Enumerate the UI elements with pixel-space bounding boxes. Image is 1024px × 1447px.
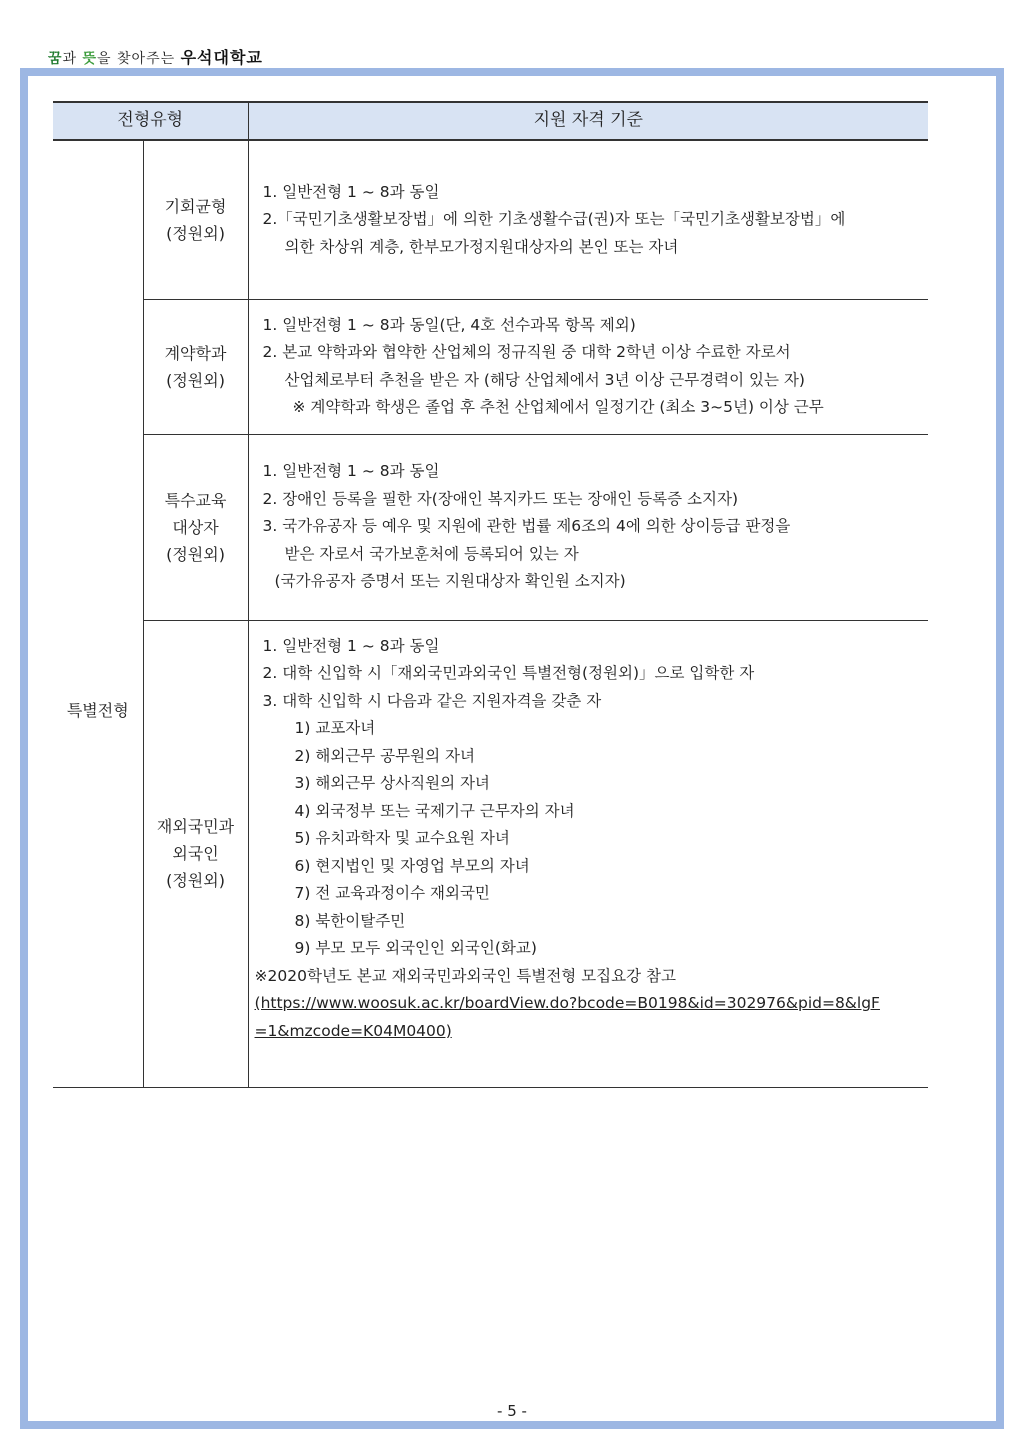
table-row — [53, 140, 928, 299]
header-admission-type: 전형유형 — [53, 102, 248, 140]
criteria-item: 1. 일반전형 1 ~ 8과 동일 — [262, 636, 440, 655]
row-name-line: 재외국민과 — [156, 817, 235, 836]
criteria-opportunity-balance — [248, 140, 928, 299]
criteria-item: 2.「국민기초생활보장법」에 의한 기초생활수급(권)자 또는「국민기초생활보장법」에 — [262, 210, 846, 228]
criteria-item: 2. 본교 약학과와 협약한 산업체의 정규직원 중 대학 2학년 이상 수료한 자로서 — [262, 343, 791, 361]
criteria-contract-department — [248, 299, 928, 434]
criteria-item-continued: 받은 자로서 국가보훈처에 등록되어 있는 자 — [284, 544, 579, 563]
row-name-line: 대상자 — [172, 517, 219, 537]
row-name-contract-department — [143, 299, 248, 434]
row-name-line: 계약학과 — [164, 343, 227, 363]
criteria-special-education — [248, 434, 928, 620]
category-special-admission: 특별전형 — [53, 140, 143, 1087]
table-row — [53, 299, 928, 434]
criteria-subitem: 6) 현지법인 및 자영업 부모의 자녀 — [294, 856, 530, 875]
criteria-item: 2. 대학 신입학 시「재외국민과외국인 특별전형(정원외)」으로 입학한 자 — [262, 664, 755, 682]
row-name-line: (정원외) — [166, 370, 225, 390]
admission-criteria-table — [53, 101, 928, 1088]
row-name-overseas-koreans-foreigners — [143, 620, 248, 1087]
criteria-item: 1. 일반전형 1 ~ 8과 동일(단, 4호 선수과목 항목 제외) — [262, 315, 636, 334]
row-name-line: 특수교육 — [164, 490, 227, 510]
criteria-subitem: 2) 해외근무 공무원의 자녀 — [294, 746, 475, 765]
header-gwa: 과 — [62, 51, 83, 67]
row-name-line: (정원외) — [166, 544, 225, 564]
table-header-row — [53, 102, 928, 140]
reference-link-line1[interactable]: (https://www.woosuk.ac.kr/boardView.do?bcode=B0198&id=302976&pid=8&lgF — [254, 994, 880, 1012]
criteria-item: 1. 일반전형 1 ~ 8과 동일 — [262, 182, 440, 201]
criteria-item: 3. 대학 신입학 시 다음과 같은 지원자격을 갖춘 자 — [262, 691, 602, 710]
criteria-item: 1. 일반전형 1 ~ 8과 동일 — [262, 462, 440, 481]
row-name-line: (정원외) — [166, 223, 225, 243]
header-university-name: 우석대학교 — [180, 48, 263, 67]
row-name-line: 외국인 — [172, 844, 219, 863]
table-row — [53, 434, 928, 620]
row-name-special-education — [143, 434, 248, 620]
criteria-item-continued: 의한 차상위 계층, 한부모가정지원대상자의 본인 또는 자녀 — [284, 237, 679, 256]
page-header — [48, 45, 263, 68]
criteria-subitem: 8) 북한이탈주민 — [294, 911, 406, 930]
criteria-item-continued: (국가유공자 증명서 또는 지원대상자 확인원 소지자) — [274, 572, 626, 591]
reference-note: ※2020학년도 본교 재외국민과외국인 특별전형 모집요강 참고 — [254, 966, 676, 985]
criteria-subitem: 4) 외국정부 또는 국제기구 근무자의 자녀 — [294, 801, 575, 820]
row-name-line: (정원외) — [166, 871, 225, 890]
criteria-subitem: 5) 유치과학자 및 교수요원 자녀 — [294, 829, 510, 847]
table-row — [53, 620, 928, 1087]
criteria-item-continued: 산업체로부터 추천을 받은 자 (해당 산업체에서 3년 이상 근무경력이 있는 자) — [284, 370, 805, 389]
row-name-opportunity-balance — [143, 140, 248, 299]
criteria-subitem: 3) 해외근무 상사직원의 자녀 — [294, 774, 490, 792]
row-name-line: 기회균형 — [164, 196, 227, 216]
criteria-subitem: 1) 교포자녀 — [294, 719, 376, 737]
header-slogan: 을 찾아주는 — [97, 51, 181, 67]
criteria-subitem: 7) 전 교육과정이수 재외국민 — [294, 884, 490, 902]
header-eligibility-criteria: 지원 자격 기준 — [248, 102, 928, 140]
header-ttut: 뜻 — [82, 51, 98, 67]
reference-link-line2[interactable]: =1&mzcode=K04M0400) — [254, 1021, 452, 1040]
criteria-subitem: 9) 부모 모두 외국인인 외국인(화교) — [294, 939, 537, 957]
page-number: - 5 - — [497, 1402, 527, 1420]
header-kkum: 꿈 — [48, 51, 63, 67]
criteria-note: ※ 계약학과 학생은 졸업 후 추천 산업체에서 일정기간 (최소 3~5년) 이상 근무 — [292, 398, 824, 416]
criteria-item: 3. 국가유공자 등 예우 및 지원에 관한 법률 제6조의 4에 의한 상이등급 판정을 — [262, 517, 791, 536]
criteria-overseas-koreans-foreigners — [248, 620, 928, 1087]
criteria-item: 2. 장애인 등록을 필한 자(장애인 복지카드 또는 장애인 등록증 소지자) — [262, 489, 739, 508]
